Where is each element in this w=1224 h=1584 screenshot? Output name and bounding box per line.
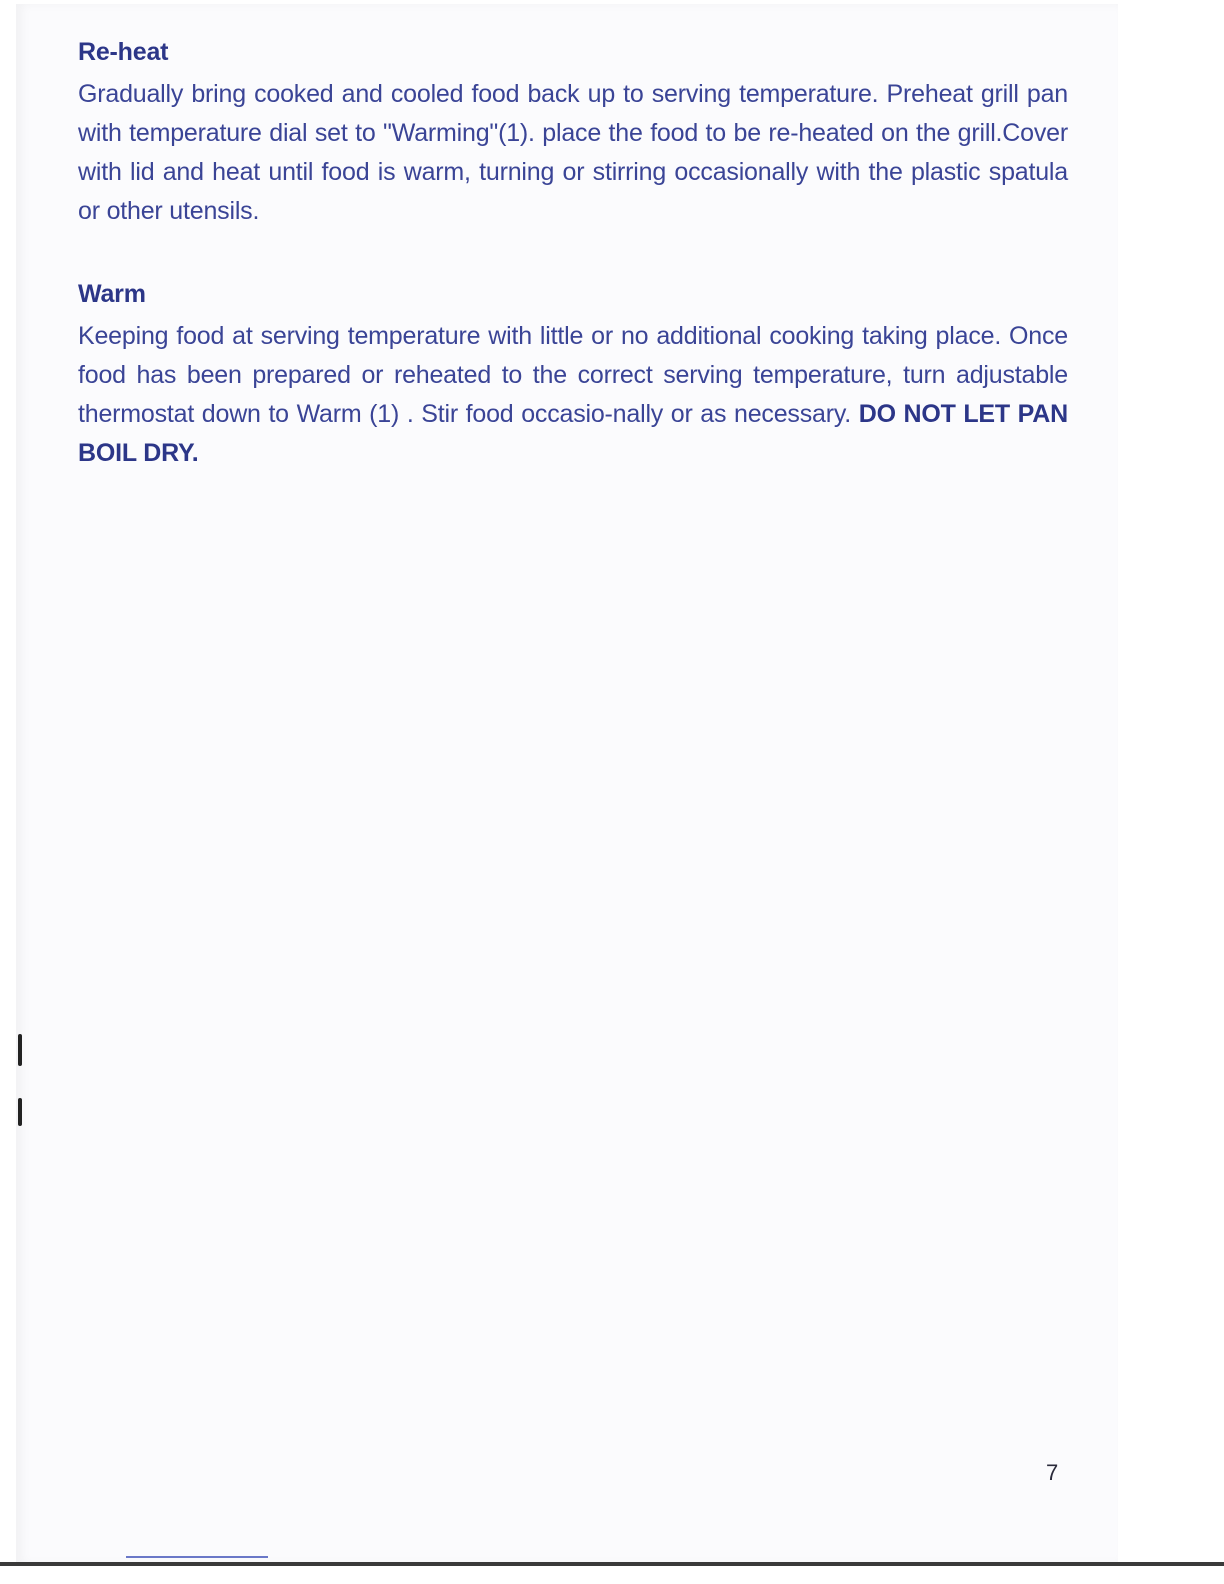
warm-warning: DO NOT LET PAN BOIL DRY. bbox=[78, 400, 1068, 467]
warm-paragraph bbox=[78, 317, 1068, 473]
page-bottom-edge bbox=[0, 1562, 1224, 1566]
warm-heading: Warm bbox=[78, 280, 146, 308]
page-number: 7 bbox=[1046, 1460, 1059, 1485]
document-page bbox=[16, 4, 1118, 1564]
warm-body-text: Keeping food at serving temperature with little or no additional cooking taking place. Once food has been prepared or reheated to the correct serving temperature, turn adjustable thermostat down to Warm (1) . Stir food occasio-nally or as necessary. bbox=[78, 322, 1068, 428]
reheat-paragraph: Gradually bring cooked and cooled food back up to serving temperature. Preheat grill pan with temperature dial set to "Warming"(1). place the food to be re-heated on the grill.Cover with lid and heat until food is warm, turning or stirring occasionally with the plastic spatula or other utensils. bbox=[78, 80, 1068, 225]
section-reheat bbox=[78, 38, 1068, 231]
reheat-heading: Re-heat bbox=[78, 38, 169, 66]
footer-rule bbox=[126, 1556, 268, 1558]
section-warm bbox=[78, 280, 1068, 473]
binding-mark bbox=[18, 1098, 22, 1126]
page-margin bbox=[1118, 0, 1224, 1584]
binding-mark bbox=[18, 1034, 22, 1066]
